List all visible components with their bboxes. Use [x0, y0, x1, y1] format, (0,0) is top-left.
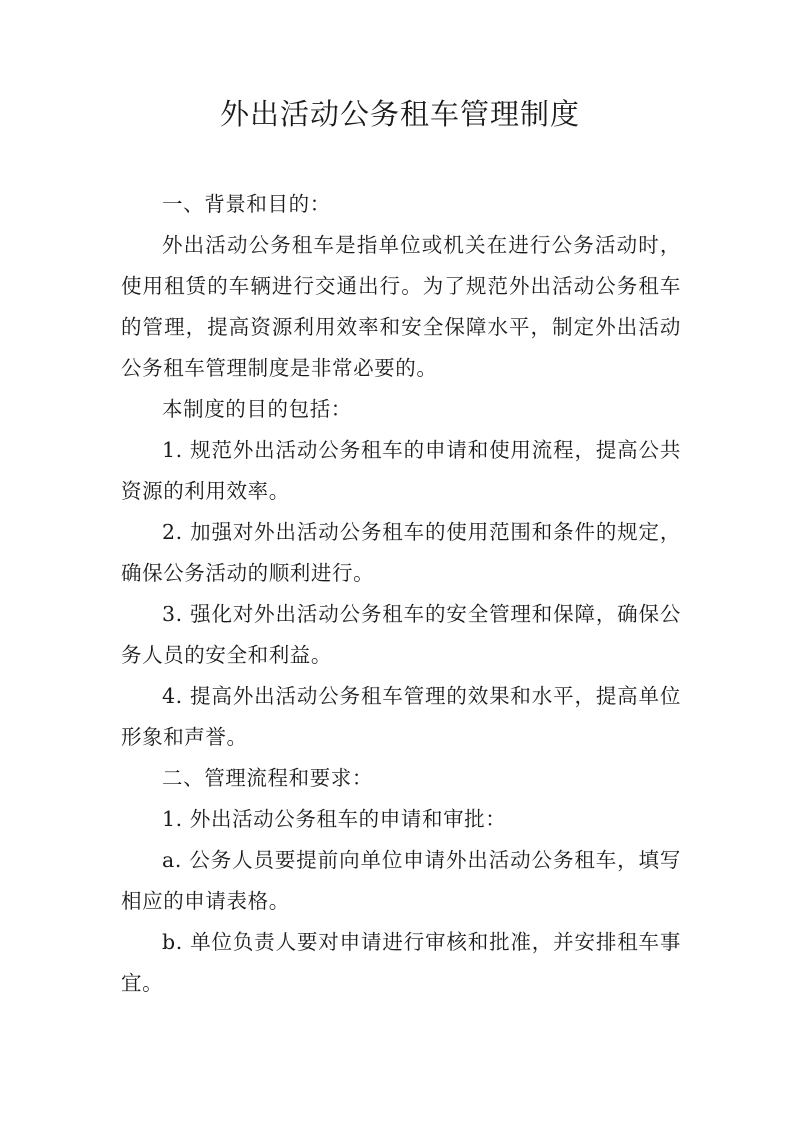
purpose-item-4: 4. 提高外出活动公务租车管理的效果和水平，提高单位形象和声誉。: [121, 684, 681, 749]
purpose-item-2: 2. 加强对外出活动公务租车的使用范围和条件的规定，确保公务活动的顺利进行。: [121, 520, 681, 585]
purpose-item-1: 1. 规范外出活动公务租车的申请和使用流程，提高公共资源的利用效率。: [121, 438, 681, 503]
process-subitem-a: a. 公务人员要提前向单位申请外出活动公务租车，填写相应的申请表格。: [121, 848, 681, 913]
section-heading-background: 一、背景和目的：: [162, 192, 331, 216]
purpose-item-3: 3. 强化对外出活动公务租车的安全管理和保障，确保公务人员的安全和利益。: [121, 602, 681, 667]
process-item-1: 1. 外出活动公务租车的申请和审批：: [162, 807, 507, 831]
process-subitem-b: b. 单位负责人要对申请进行审核和批准，并安排租车事宜。: [121, 930, 681, 995]
paragraph-purpose-intro: 本制度的目的包括：: [162, 397, 352, 421]
document-title: 外出活动公务租车管理制度: [219, 97, 580, 131]
paragraph-definition: 外出活动公务租车是指单位或机关在进行公务活动时，使用租赁的车辆进行交通出行。为了规范外出活动公务租车的管理，提高资源利用效率和安全保障水平，制定外出活动公务租车管理制度是非常必要的。: [121, 233, 681, 380]
document-body: [121, 184, 681, 1004]
section-heading-process: 二、管理流程和要求：: [162, 766, 373, 790]
